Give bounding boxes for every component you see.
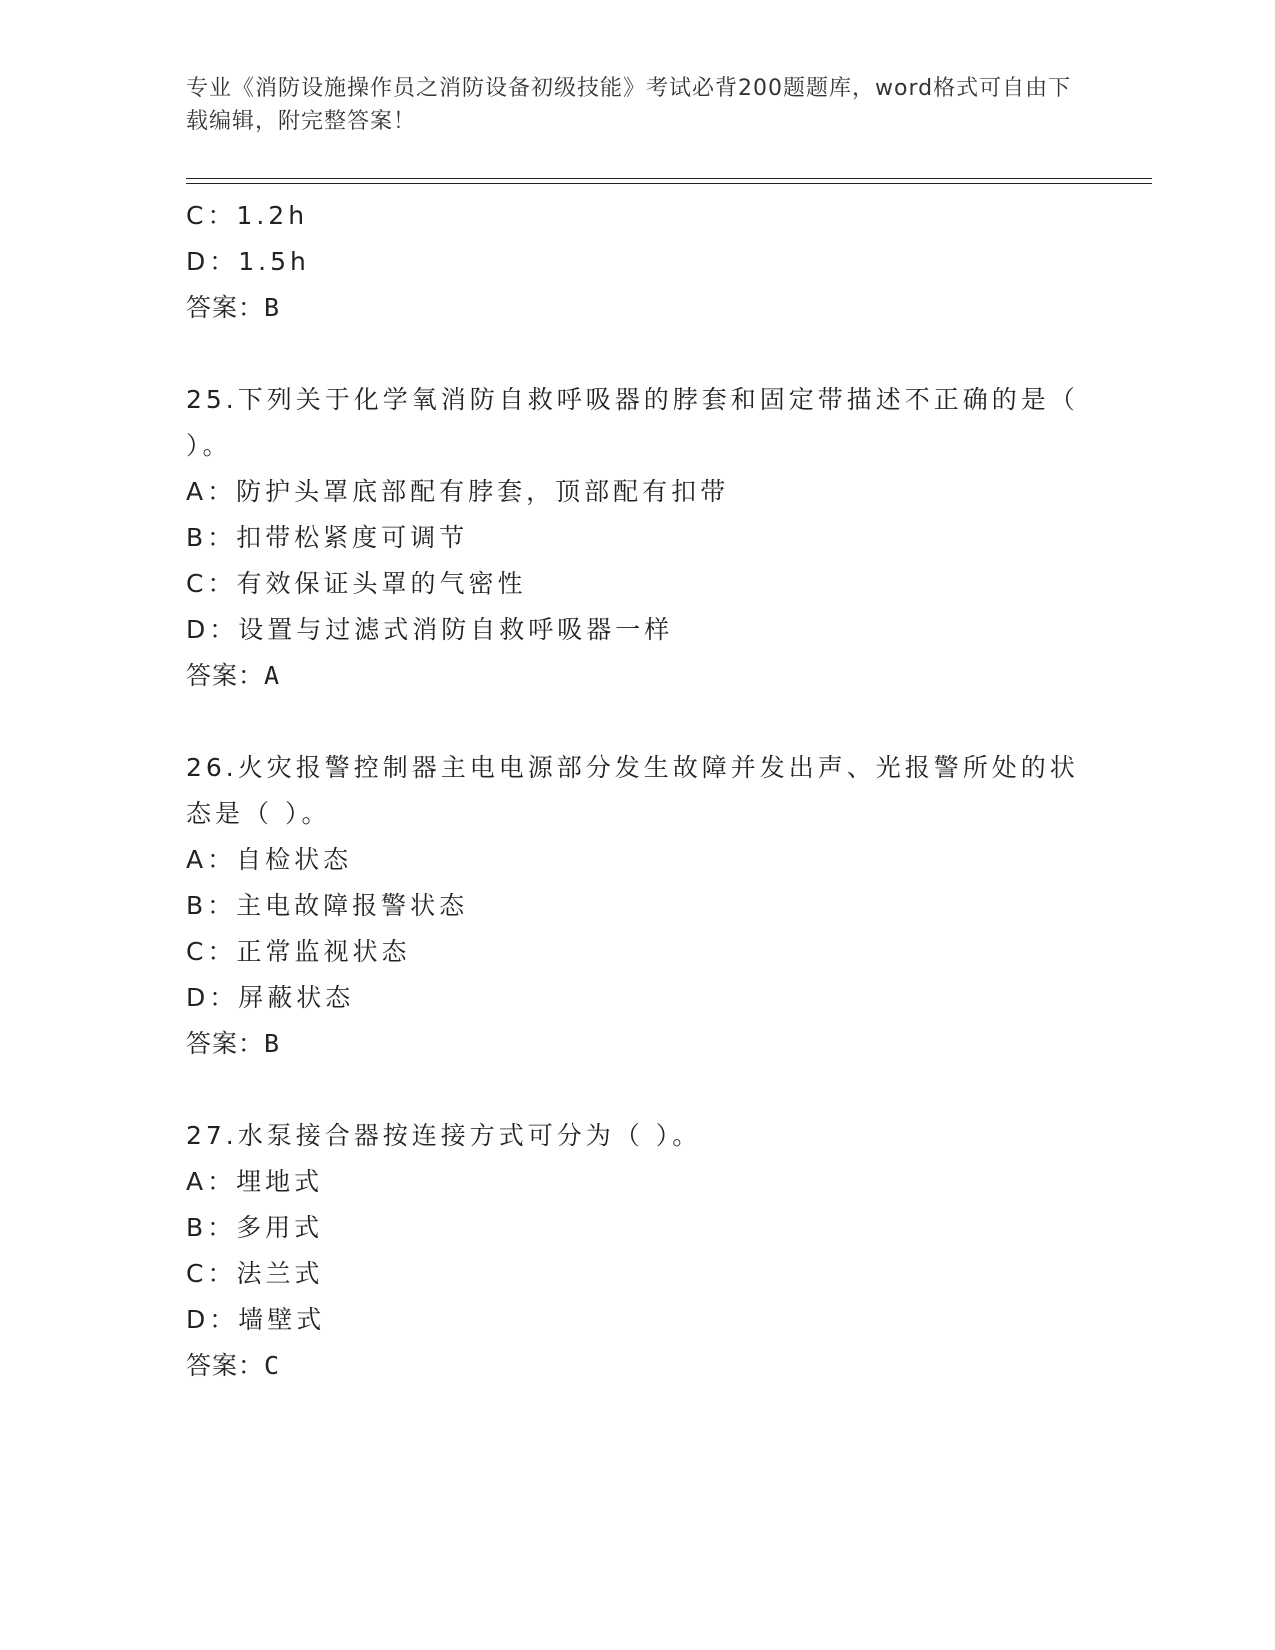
option-b: B：多用式 — [186, 1213, 324, 1242]
option-c: C：正常监视状态 — [186, 937, 411, 966]
option-a: A：防护头罩底部配有脖套，顶部配有扣带 — [186, 477, 730, 506]
answer-line: 答案：A — [186, 661, 281, 690]
option-b: B：扣带松紧度可调节 — [186, 523, 469, 552]
document-header: 专业《消防设施操作员之消防设备初级技能》考试必背200题题库，word格式可自由下载编辑，附完整答案！ — [186, 76, 1072, 134]
header-rule-top — [186, 178, 1152, 179]
spacer — [186, 1067, 1086, 1113]
answer-line: 答案：C — [186, 1351, 281, 1380]
option-a: A：自检状态 — [186, 845, 353, 874]
option-d: D：1.5h — [186, 247, 310, 276]
header-rule-bottom — [186, 183, 1152, 184]
question-stem-27: 27.水泵接合器按连接方式可分为（ ）。 — [186, 1121, 702, 1150]
option-c: C：有效保证头罩的气密性 — [186, 569, 527, 598]
question-stem-26: 26.火灾报警控制器主电电源部分发生故障并发出声、光报警所处的状态是（ ）。 — [186, 753, 1079, 828]
option-c: C：法兰式 — [186, 1259, 324, 1288]
spacer — [186, 331, 1086, 377]
option-d: D：设置与过滤式消防自救呼吸器一样 — [186, 615, 674, 644]
answer-line: 答案：B — [186, 293, 281, 322]
option-a: A：埋地式 — [186, 1167, 324, 1196]
question-content — [186, 193, 1086, 1389]
question-stem-25: 25.下列关于化学氧消防自救呼吸器的脖套和固定带描述不正确的是（ ）。 — [186, 385, 1079, 460]
option-b: B：主电故障报警状态 — [186, 891, 469, 920]
option-d: D：屏蔽状态 — [186, 983, 355, 1012]
option-d: D：墙壁式 — [186, 1305, 326, 1334]
spacer — [186, 699, 1086, 745]
answer-line: 答案：B — [186, 1029, 281, 1058]
option-c: C：1.2h — [186, 201, 309, 230]
